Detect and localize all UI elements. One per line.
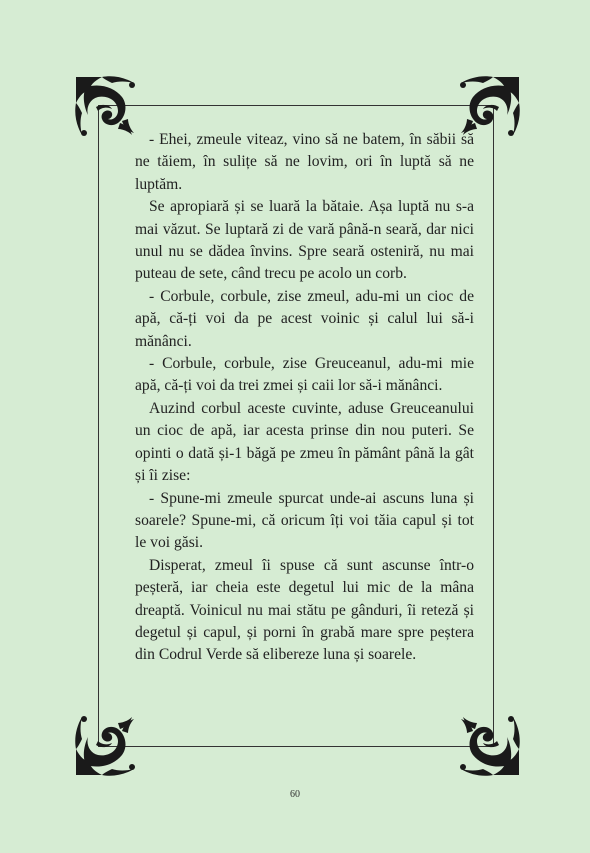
story-text	[135, 129, 474, 667]
paragraph: - Corbule, corbule, zise Greuceanul, adu-mi mie apă, că-ți voi da trei zmei și caii lor să-i mănânci.	[135, 355, 474, 395]
corner-ornament-bottom-left-icon	[72, 713, 138, 779]
corner-ornament-bottom-right-icon	[457, 713, 523, 779]
paragraph: Disperat, zmeul îi spuse că sunt ascunse într-o peșteră, iar cheia este degetul lui mic de la mâna dreaptă. Voinicul nu mai stătu pe gânduri, îi reteză și degetul și capul, și porni în grabă mare spre peștera din Codrul Verde să elibereze luna și soarele.	[135, 556, 474, 664]
paragraph: Se apropiară și se luară la bătaie. Așa luptă nu s-a mai văzut. Se luptară zi de vară până-n seară, dar nici unul nu se dădea învins. Spre seară osteniră, nu mai puteau de sete, când trecu pe acolo un corb.	[135, 198, 474, 283]
paragraph: Auzind corbul aceste cuvinte, aduse Greuceanului un cioc de apă, iar acesta prinse din nou puteri. Se opinti o dată și-1 băgă pe zmeu în pământ până la gât și îi zise:	[135, 399, 474, 485]
page-number: 60	[290, 789, 300, 800]
paragraph: - Corbule, corbule, zise zmeul, adu-mi un cioc de apă, că-ți voi da pe acest voinic și calul lui să-i mănânci.	[135, 287, 474, 350]
paragraph: - Ehei, zmeule viteaz, vino să ne batem, în săbii să ne tăiem, în sulițe să ne lovim, ori în luptă să ne luptăm.	[135, 131, 474, 193]
paragraph: - Spune-mi zmeule spurcat unde-ai ascuns luna și soarele? Spune-mi, că oricum îți voi tăia capul și tot le voi găsi.	[135, 489, 474, 552]
corner-ornament-top-left-icon	[72, 73, 138, 139]
